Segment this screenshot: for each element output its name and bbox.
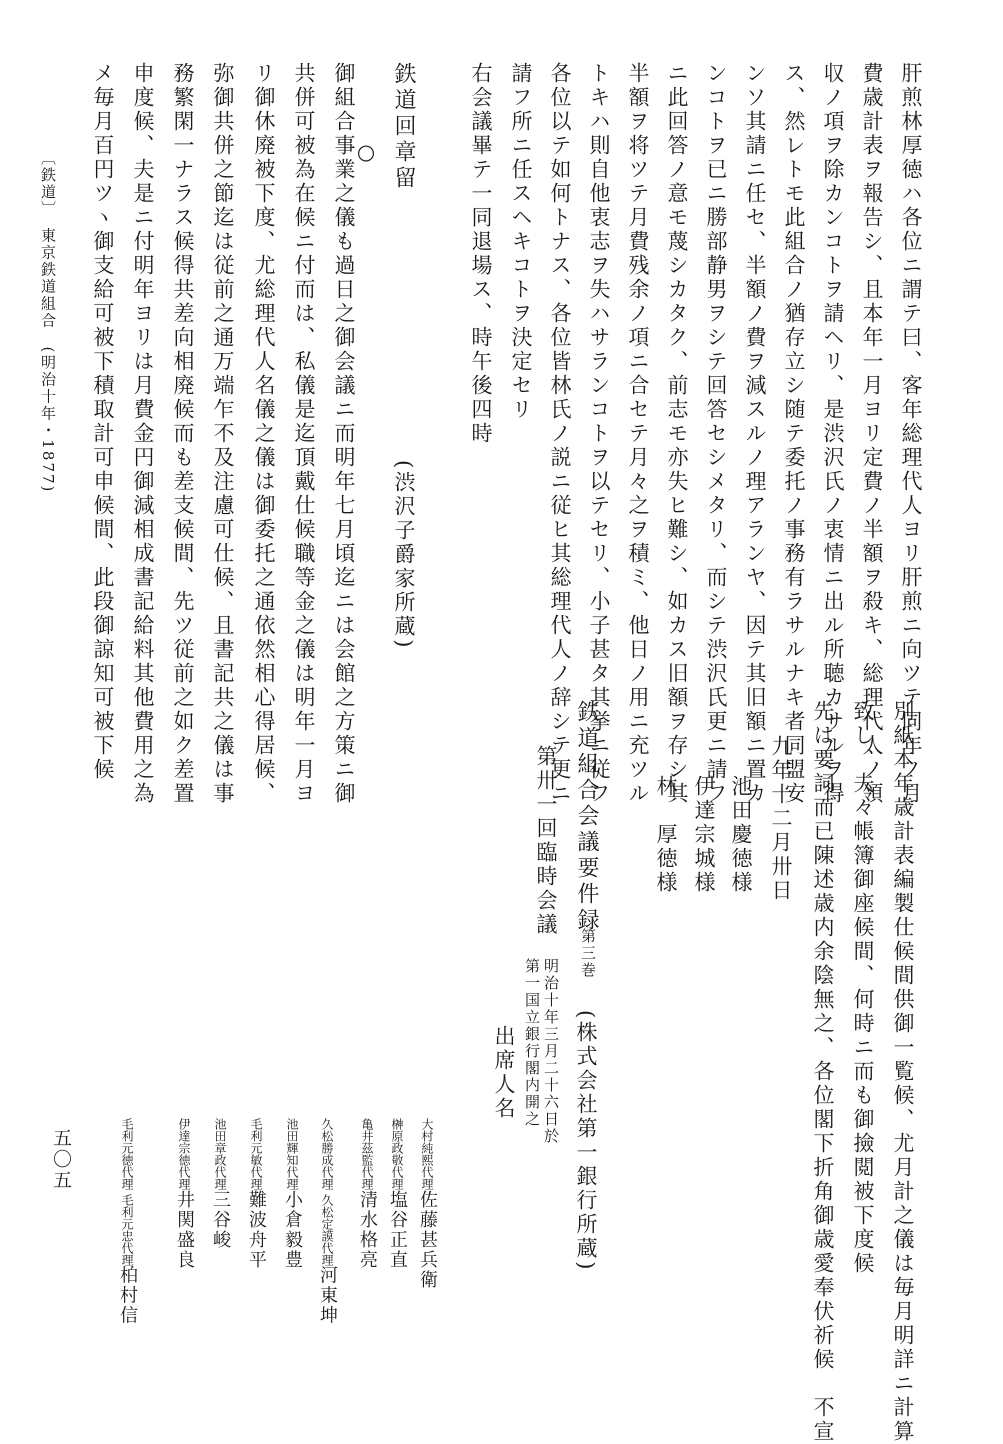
attendee-name: 佐藤甚兵衛 bbox=[417, 1190, 438, 1290]
attendee-proxy: 毛利元徳代理 毛利元忠代理 bbox=[120, 1118, 134, 1266]
paragraph-line: 肝煎林厚徳ハ各位ニ謂テ曰、客年総理代人ヨリ肝煎ニ向ツテ同年ノ月 bbox=[899, 62, 923, 806]
volume-source: (株式会社第一銀行所蔵) bbox=[574, 1010, 598, 1273]
meeting-title: 第卅一回臨時会議 bbox=[534, 745, 558, 937]
attendee-name: 清水格亮 bbox=[357, 1190, 378, 1270]
attendee-name: 三谷峻 bbox=[210, 1190, 231, 1250]
attendee-name: 井関盛良 bbox=[174, 1190, 195, 1270]
letter-continuation-line: 先は要詞而已陳述歳内余陰無之、各位閣下折角御歳愛奉伏祈候 不宣 bbox=[811, 700, 835, 1444]
paragraph-line: 各位以テ如何トナス、各位皆林氏ノ説ニ従ヒ其総理代人ノ辞シテ更ニ bbox=[548, 62, 572, 806]
attendee-name: 難波舟平 bbox=[246, 1190, 267, 1270]
circle-mark: ○ bbox=[354, 140, 378, 167]
attendee bbox=[175, 1118, 193, 1270]
attendee bbox=[388, 1118, 406, 1270]
attendee-proxy: 伊達宗徳代理 bbox=[177, 1118, 191, 1190]
paragraph-line: ニ此回答ノ意モ蔑シカタク、前志モ亦失ヒ難シ、如カス旧額ヲ存シ其 bbox=[665, 62, 689, 806]
section-title: 鉄道回章留 bbox=[391, 62, 416, 192]
addressee: 伊達宗城様 bbox=[692, 775, 716, 895]
letter-line: 務繁閑一ナラス候得共差向相廃候而も差支候間、先ツ従前之如ク差置 bbox=[171, 62, 195, 806]
paragraph-line: ンコトヲ已ニ勝部静男ヲシテ回答セシメタリ、而シテ渋沢氏更ニ請フ bbox=[704, 62, 728, 806]
letter-line: 申度候、夫是ニ付明年ヨリは月費金円御減相成書記給料其他費用之為 bbox=[131, 62, 155, 806]
source-note: (渋沢子爵家所蔵) bbox=[392, 460, 416, 651]
paragraph-line: ス、然レトモ此組合ノ猶存立シ随テ委托ノ事務有ラサルナキ者同盟安 bbox=[782, 62, 806, 806]
document-title: 鉄道組合会議要件録 bbox=[574, 700, 599, 934]
paragraph-line: 収ノ項ヲ除カンコトヲ請ヘリ、是渋沢氏ノ衷情ニ出ル所聴カサルヲ得 bbox=[821, 62, 845, 806]
attendee bbox=[358, 1118, 376, 1270]
running-header: 〔鉄道〕 東京鉄道組合 (明治十年・1877) bbox=[39, 150, 57, 494]
letter-continuation-line: 別紙本年歳計表編製仕候間供御一覧候、尤月計之儀は毎月明詳ニ計算 bbox=[891, 700, 915, 1444]
paragraph-line: ンソ其請ニ任セ、半額ノ費ヲ減スルノ理アランヤ、因テ其旧額ニ置カ bbox=[743, 62, 767, 806]
attendee-proxy: 池田章政代理 bbox=[213, 1118, 227, 1190]
attendee bbox=[283, 1118, 301, 1270]
attendee-name: 小倉毅豊 bbox=[282, 1190, 303, 1270]
attendee bbox=[418, 1118, 436, 1290]
attendee-proxy: 大村純熙代理 bbox=[420, 1118, 434, 1190]
attendee-proxy: 久松勝成代理 久松定謨代理 bbox=[320, 1118, 334, 1266]
attendee bbox=[247, 1118, 265, 1270]
letter-line: リ御休廃被下度、尤総理代人名儀之儀は御委托之通依然相心得居候、 bbox=[252, 62, 276, 806]
volume-number: 第三巻 bbox=[579, 928, 597, 979]
attendee-proxy: 亀井茲監代理 bbox=[360, 1118, 374, 1190]
letter-line: 弥御共併之節迄は従前之通万端乍不及注慮可仕候、且書記共之儀は事 bbox=[211, 62, 235, 806]
attendee-proxy: 毛利元敏代理 bbox=[249, 1118, 263, 1190]
paragraph-line: 費歳計表ヲ報告シ、且本年一月ヨリ定費ノ半額ヲ殺キ、総理代人ノ領 bbox=[860, 62, 884, 806]
page-number: 五〇五 bbox=[50, 1128, 72, 1191]
letter-line: 共併可被為在候ニ付而は、私儀是迄頂戴仕候職等金之儀は明年一月ヨ bbox=[292, 62, 316, 806]
addressee: 池田慶徳様 bbox=[729, 775, 753, 895]
letter-date: 九年十二月卅日 bbox=[769, 735, 793, 903]
paragraph-line: トキハ則自他衷志ヲ失ハサランコトヲ以テセリ、小子甚タ其挙ニ従フ bbox=[587, 62, 611, 806]
addressee: 林 厚徳様 bbox=[654, 775, 678, 895]
letter-continuation-line: 致し、夫々帳簿御座候間、何時ニ而も御撿閲被下度候 bbox=[851, 700, 875, 1276]
attendee-proxy: 池田輝知代理 bbox=[285, 1118, 299, 1190]
attendee bbox=[118, 1118, 136, 1326]
attendance-heading: 出席人名 bbox=[492, 1025, 516, 1121]
paragraph-line: 請フ所ニ任スヘキコトヲ決定セリ bbox=[509, 62, 533, 422]
paragraph-line: 右会議畢テ一同退場ス、時午後四時 bbox=[469, 62, 493, 446]
attendee-name: 塩谷正直 bbox=[387, 1190, 408, 1270]
meeting-date-line: 明治十年三月二十六日於 bbox=[542, 958, 560, 1145]
attendee bbox=[318, 1118, 336, 1326]
letter-line: 御組合事業之儀も過日之御会議ニ而明年七月頃迄ニは会館之方策ニ御 bbox=[332, 62, 356, 806]
meeting-date-line: 第一国立銀行閣内開之 bbox=[523, 958, 541, 1128]
attendee-name: 柏村信 bbox=[117, 1265, 138, 1326]
attendee-proxy: 榊原政敬代理 bbox=[390, 1118, 404, 1190]
attendee bbox=[211, 1118, 229, 1250]
letter-line: メ毎月百円ツヽ御支給可被下積取計可申候間、此段御諒知可被下候 bbox=[91, 62, 115, 782]
paragraph-line: 半額ヲ将ツテ月費残余ノ項ニ合セテ月々之ヲ積ミ、他日ノ用ニ充ツル bbox=[626, 62, 650, 806]
attendee-name: 河東坤 bbox=[317, 1265, 338, 1326]
